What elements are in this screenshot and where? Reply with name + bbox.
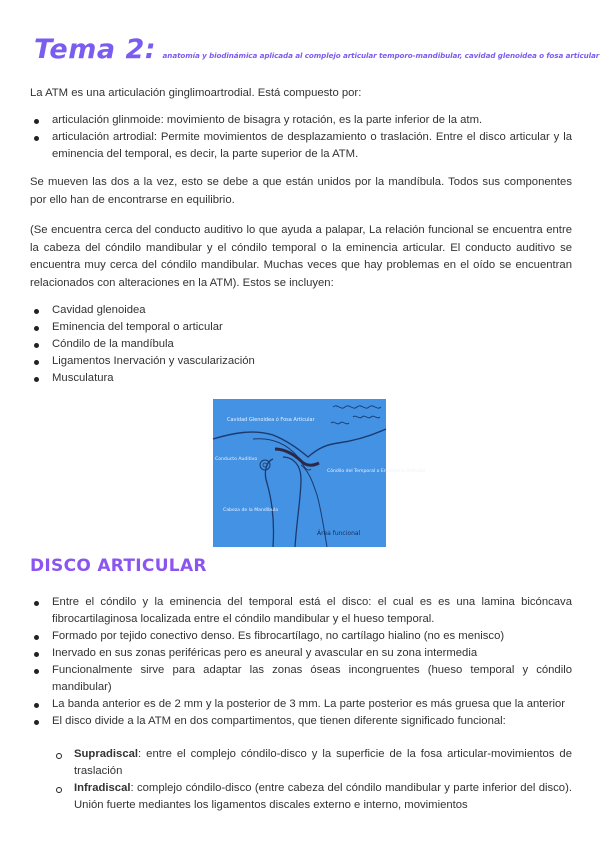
compartment-term: Infradiscal	[74, 782, 131, 794]
section-title-disco: DISCO ARTICULAR	[30, 556, 207, 576]
list-item: Entre el cóndilo y la eminencia del temporal está el disco: el cual es es una lamina bicóncava fibrocartilaginosa localizada entre el cóndilo mandibular y el hueso temporal.	[30, 594, 572, 628]
list-item: Cavidad glenoidea	[30, 302, 572, 319]
paragraph-movement: Se mueven las dos a la vez, esto se debe a que están unidos por la mandíbula. Todos sus componentes por ello han de encontrarse en equilibrio.	[30, 176, 572, 206]
intro-text: La ATM es una articulación ginglimoartrodial. Está compuesto por:	[30, 87, 362, 99]
list-item: articulación artrodial: Permite movimientos de desplazamiento o traslación. Entre el disco articular y la eminencia del temporal, es decir, la parte superior de la ATM.	[30, 129, 572, 163]
list-item: articulación glinmoide: movimiento de bisagra y rotación, es la parte inferior de la atm.	[30, 112, 572, 129]
page-subtitle: anatomía y biodinámica aplicada al complejo articular temporo-mandibular, cavidad glenoidea o fosa articular	[162, 51, 600, 60]
list-item: El disco divide a la ATM en dos compartimentos, que tienen diferente significado funcional:	[30, 713, 572, 730]
list-item: Inervado en sus zonas periféricas pero es aneural y avascular en su zona intermedia	[30, 645, 572, 662]
list-item: Musculatura	[30, 370, 572, 387]
list-item: Cóndilo de la mandíbula	[30, 336, 572, 353]
page-title: Tema 2:	[34, 34, 157, 65]
list-item: Formado por tejido conectivo denso. Es fibrocartílago, no cartílago hialino (no es menisco)	[30, 628, 572, 645]
list-item	[52, 780, 572, 814]
list-item: Eminencia del temporal o articular	[30, 319, 572, 336]
paragraph-relation: (Se encuentra cerca del conducto auditivo lo que ayuda a palapar, La relación funcional se encuentra entre la cabeza del cóndilo mandibular y el cóndilo temporal o la eminencia articular. El conducto auditivo se encuentra muy cerca del cóndilo mandibular. Muchas veces que hay problemas en el oído se encuentran relacionados con alteraciones en la ATM). Estos se incluyen:	[30, 224, 572, 289]
compartment-text: : complejo cóndilo-disco (entre cabeza del cóndilo mandibular y parte inferior del disco). Unión fuerte mediantes los ligamentos discales externo e interno, movimientos	[74, 782, 572, 811]
disco-list	[30, 594, 572, 730]
components-list	[30, 112, 572, 163]
compartments-list	[52, 746, 572, 814]
list-item: Funcionalmente sirve para adaptar las zonas óseas incongruentes (hueso temporal y cóndilo mandibular)	[30, 662, 572, 696]
label-cavidad: Cavidad Glenoidea ó Fosa Articular	[227, 417, 315, 423]
label-condilo-temporal: Cóndilo del Temporal o Eminencia Articular	[327, 469, 426, 474]
atm-diagram-image	[213, 399, 426, 547]
list-item	[52, 746, 572, 780]
label-conducto: Conducto Auditivo	[215, 457, 258, 462]
list-item: Ligamentos Inervación y vascularización	[30, 353, 572, 370]
label-cabeza: Cabeza de la Mandíbula	[223, 508, 279, 513]
list-item: La banda anterior es de 2 mm y la posterior de 3 mm. La parte posterior es más gruesa que la anterior	[30, 696, 572, 713]
compartment-text: : entre el complejo cóndilo-disco y la superficie de la fosa articular-movimientos de traslación	[74, 748, 572, 777]
label-area: Área funcional	[317, 530, 361, 537]
compartment-term: Supradiscal	[74, 748, 139, 760]
title-row	[34, 34, 599, 65]
included-list	[30, 302, 572, 387]
